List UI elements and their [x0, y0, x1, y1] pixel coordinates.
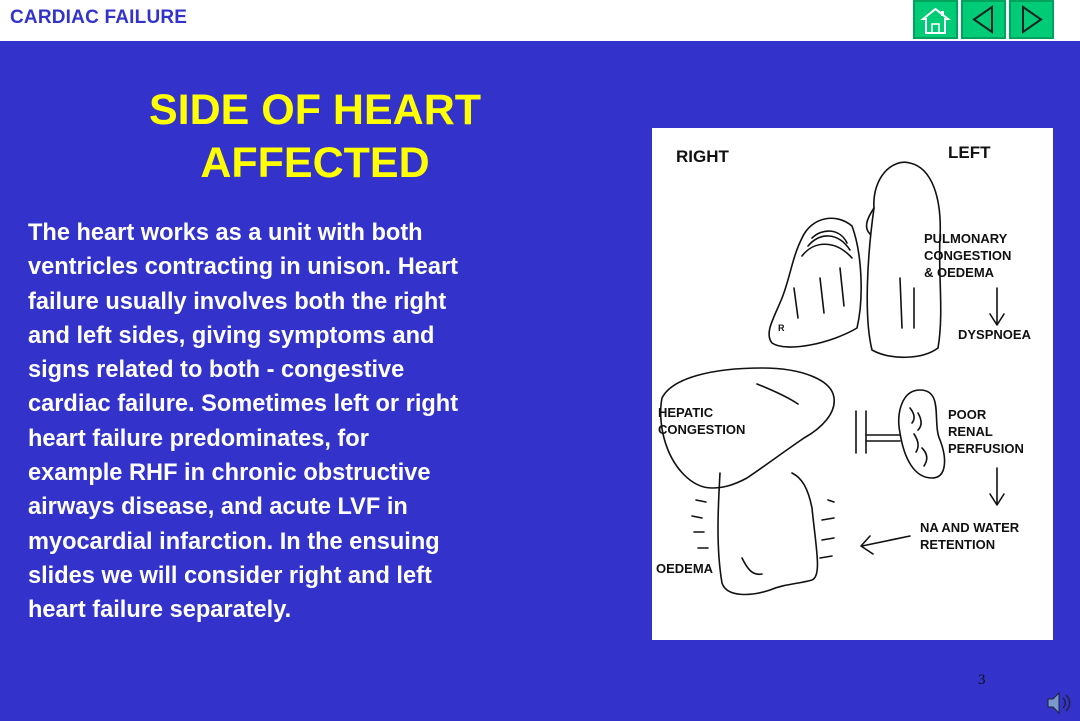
home-icon — [915, 2, 956, 37]
home-button[interactable] — [913, 0, 958, 39]
header-title: CARDIAC FAILURE — [10, 7, 188, 28]
top-bar — [0, 0, 1080, 41]
label-na-water-retention: NA AND WATER RETENTION — [920, 520, 1020, 552]
previous-slide-button[interactable] — [961, 0, 1006, 39]
label-poor-renal-perfusion: POOR RENAL PERFUSION — [948, 407, 1024, 456]
slide-heading: SIDE OF HEART AFFECTED — [148, 86, 482, 187]
slide-body-text: The heart works as a unit with both ventricles contracting in unison. Heart failure usually involves both the right and left sides, giving symptoms and signs related to both - congestive cardiac failure. Sometimes left or right heart failure predominates, for example RHF in chronic obstructive airways disease, and acute LVF in myocardial infarction. In the ensuing slides we will consider right and left heart failure separately. — [28, 220, 459, 624]
speaker-icon — [1046, 690, 1074, 716]
triangle-right-icon — [1011, 2, 1052, 37]
label-hepatic-congestion: HEPATIC CONGESTION — [658, 405, 746, 437]
label-r-mark: R — [778, 323, 785, 333]
next-slide-button[interactable] — [1009, 0, 1054, 39]
triangle-left-icon — [963, 2, 1004, 37]
label-dyspnoea: DYSPNOEA — [958, 327, 1031, 342]
slide-number: 3 — [978, 672, 986, 688]
audio-button[interactable] — [1046, 690, 1074, 721]
label-pulmonary-congestion: PULMONARY CONGESTION & OEDEMA — [924, 231, 1012, 280]
leg-outline — [718, 473, 817, 594]
heart-failure-diagram — [652, 128, 1053, 640]
kidney-outline — [899, 390, 945, 478]
label-left: LEFT — [948, 143, 991, 162]
label-right: RIGHT — [676, 147, 729, 166]
label-oedema: OEDEMA — [656, 561, 714, 576]
